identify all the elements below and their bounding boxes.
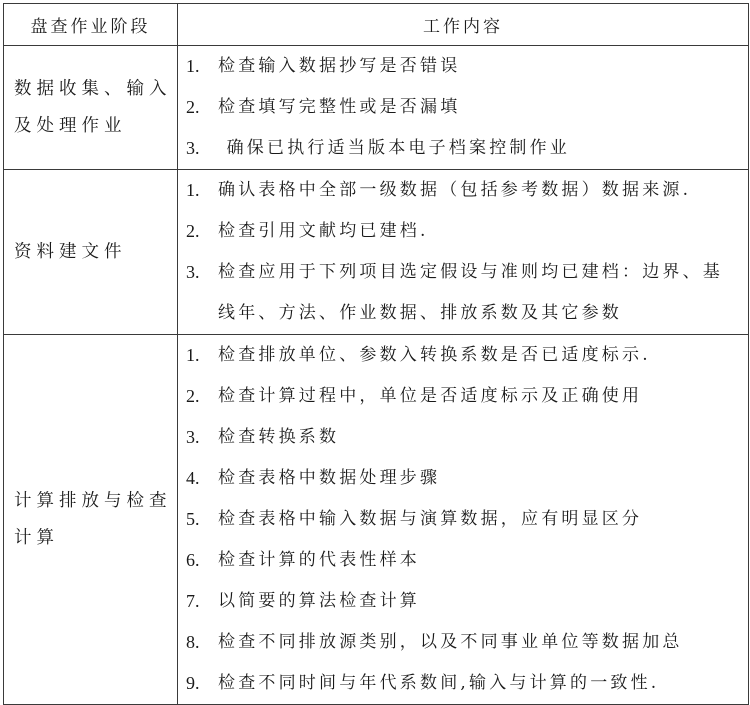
list-item xyxy=(186,622,744,663)
item-number: 5. xyxy=(186,509,200,529)
item-text: 检查输入数据抄写是否错误 xyxy=(218,56,461,76)
item-number: 3. xyxy=(186,138,200,158)
list-item xyxy=(186,540,744,581)
item-number: 1. xyxy=(186,180,200,200)
list-item xyxy=(186,663,744,704)
item-text: 检查计算的代表性样本 xyxy=(218,550,420,570)
list-item xyxy=(186,170,744,211)
item-number: 4. xyxy=(186,468,200,488)
stage-cell xyxy=(4,170,178,335)
item-number: 1. xyxy=(186,56,200,76)
list-item xyxy=(186,458,744,499)
list-item xyxy=(186,211,744,252)
item-text: 检查引用文献均已建档. xyxy=(218,221,429,241)
content-cell xyxy=(178,335,749,705)
content-cell xyxy=(178,170,749,335)
item-number: 9. xyxy=(186,673,200,693)
stage-cell xyxy=(4,46,178,170)
item-text: 确保已执行适当版本电子档案控制作业 xyxy=(218,138,571,158)
item-text-wrapper xyxy=(218,252,744,334)
item-number: 3. xyxy=(186,262,200,282)
list-item xyxy=(186,499,744,540)
item-number: 2. xyxy=(186,97,200,117)
item-number: 3. xyxy=(186,427,200,447)
item-text: 检查填写完整性或是否漏填 xyxy=(218,97,461,117)
list-item xyxy=(186,128,744,169)
table-row xyxy=(4,170,749,335)
stage-cell xyxy=(4,335,178,705)
item-text-continuation: 线年、方法、作业数据、排放系数及其它参数 xyxy=(218,303,622,323)
item-text: 以简要的算法检查计算 xyxy=(218,591,420,611)
item-number: 7. xyxy=(186,591,200,611)
stage-label-line: 资料建文件 xyxy=(14,241,127,262)
item-text: 检查表格中输入数据与演算数据，应有明显区分 xyxy=(218,509,643,529)
list-item xyxy=(186,87,744,128)
list-item xyxy=(186,581,744,622)
item-number: 6. xyxy=(186,550,200,570)
item-text: 确认表格中全部一级数据（包括参考数据）数据来源. xyxy=(218,180,692,200)
list-item xyxy=(186,46,744,87)
item-text: 检查表格中数据处理步骤 xyxy=(218,468,441,488)
table-row xyxy=(4,335,749,705)
column-header-content: 工作内容 xyxy=(178,4,749,46)
stage-label-line: 及处理作业 xyxy=(14,115,127,136)
item-number: 8. xyxy=(186,632,200,652)
inventory-check-table xyxy=(3,3,749,705)
item-text: 检查计算过程中，单位是否适度标示及正确使用 xyxy=(218,386,643,406)
item-text: 检查不同时间与年代系数间,输入与计算的一致性. xyxy=(218,673,660,693)
column-header-stage: 盘查作业阶段 xyxy=(4,4,178,46)
list-item xyxy=(186,376,744,417)
table-header-row xyxy=(4,4,749,46)
item-number: 2. xyxy=(186,386,200,406)
item-text: 检查不同排放源类别，以及不同事业单位等数据加总 xyxy=(218,632,683,652)
content-cell xyxy=(178,46,749,170)
item-number: 1. xyxy=(186,345,200,365)
table-row xyxy=(4,46,749,170)
list-item xyxy=(186,417,744,458)
item-text: 检查排放单位、参数入转换系数是否已适度标示. xyxy=(218,345,651,365)
stage-label-line: 数据收集、输入 xyxy=(14,78,172,99)
item-text: 检查应用于下列项目选定假设与准则均已建档：边界、基 xyxy=(218,262,723,282)
list-item xyxy=(186,335,744,376)
stage-label-line: 计算 xyxy=(14,527,59,548)
item-text: 检查转换系数 xyxy=(218,427,340,447)
item-number: 2. xyxy=(186,221,200,241)
list-item xyxy=(186,252,744,334)
stage-label-line: 计算排放与检查 xyxy=(14,490,172,511)
